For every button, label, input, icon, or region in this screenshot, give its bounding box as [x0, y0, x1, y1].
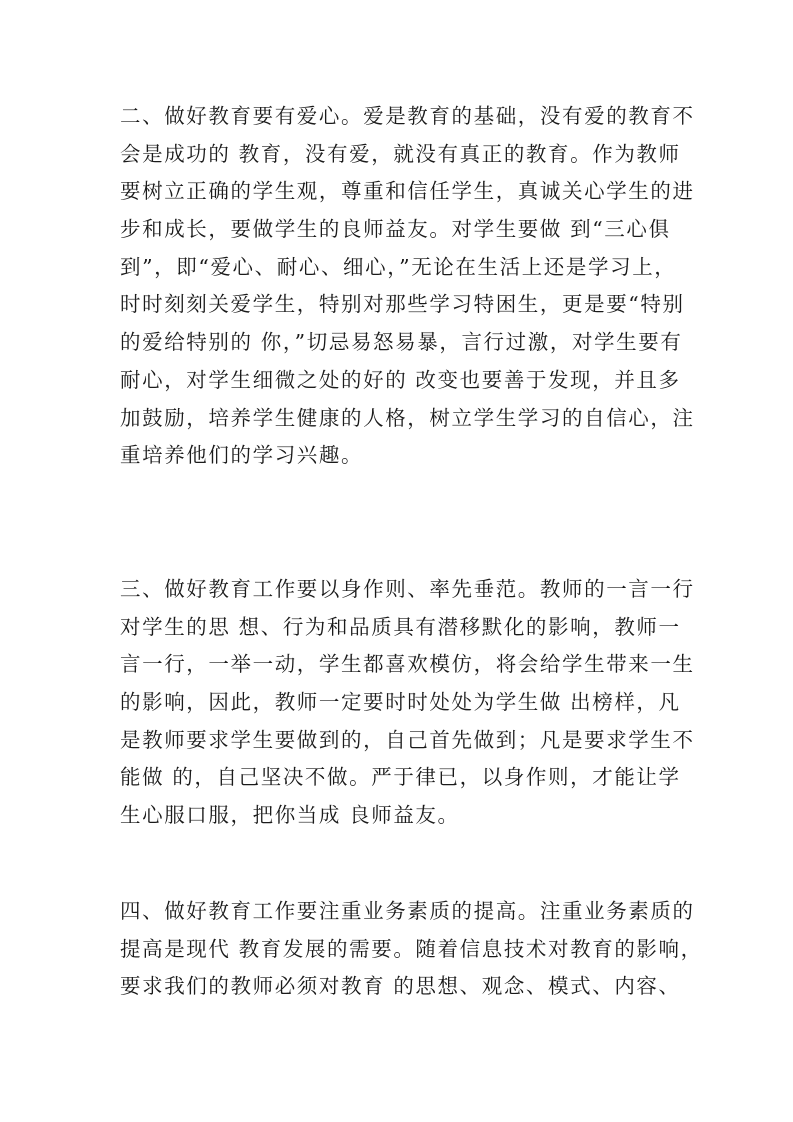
text-line: 四、做好教育工作要注重业务素质的提高。注重业务素质的 [120, 899, 695, 923]
text-line: 的影响，因此，教师一定要时时处处为学生做 出榜样，凡 [120, 690, 681, 715]
text-line: 步和成长，要做学生的良师益友。对学生要做 到“三心俱 [120, 217, 671, 242]
text-line: 三、做好教育工作要以身作则、率先垂范。教师的一言一行 [120, 577, 695, 601]
text-line: 时时刻刻关爱学生，特别对那些学习特困生，更是要“特别 [120, 292, 685, 317]
text-line: 会是成功的 教育，没有爱，就没有真正的教育。作为教师 [120, 141, 681, 166]
text-line: 对学生的思 想、行为和品质具有潜移默化的影响，教师一 [120, 614, 681, 639]
text-line: 重培养他们的学习兴趣。 [120, 443, 364, 468]
text-line: 提高是现代 教育发展的需要。随着信息技术对教育的影响， [120, 936, 703, 961]
text-line: 能做 的，自己坚决不做。严于律已，以身作则，才能让学 [120, 765, 681, 790]
text-line: 言一行，一举一动，学生都喜欢模仿，将会给学生带来一生 [120, 652, 695, 677]
text-line: 的爱给特别的 你，”切忌易怒易暴，言行过激，对学生要有 [120, 330, 683, 355]
text-line: 生心服口服，把你当成 良师益友。 [120, 803, 460, 828]
text-line: 加鼓励，培养学生健康的人格，树立学生学习的自信心，注 [120, 405, 695, 430]
paragraph-love-in-education [120, 98, 695, 475]
text-line: 到”，即“爱心、耐心、细心，”无论在生活上还是学习上， [120, 254, 677, 279]
paragraph-professional-quality [120, 893, 703, 1006]
text-line: 耐心，对学生细微之处的好的 改变也要善于发现，并且多 [120, 367, 681, 392]
paragraph-lead-by-example [120, 571, 695, 835]
text-line: 要求我们的教师必须对教育 的思想、观念、模式、内容、 [120, 974, 681, 999]
text-line: 二、做好教育要有爱心。爱是教育的基础，没有爱的教育不 [120, 104, 695, 128]
text-line: 是教师要求学生要做到的，自己首先做到；凡是要求学生不 [120, 727, 695, 752]
text-line: 要树立正确的学生观，尊重和信任学生，真诚关心学生的进 [120, 179, 695, 204]
